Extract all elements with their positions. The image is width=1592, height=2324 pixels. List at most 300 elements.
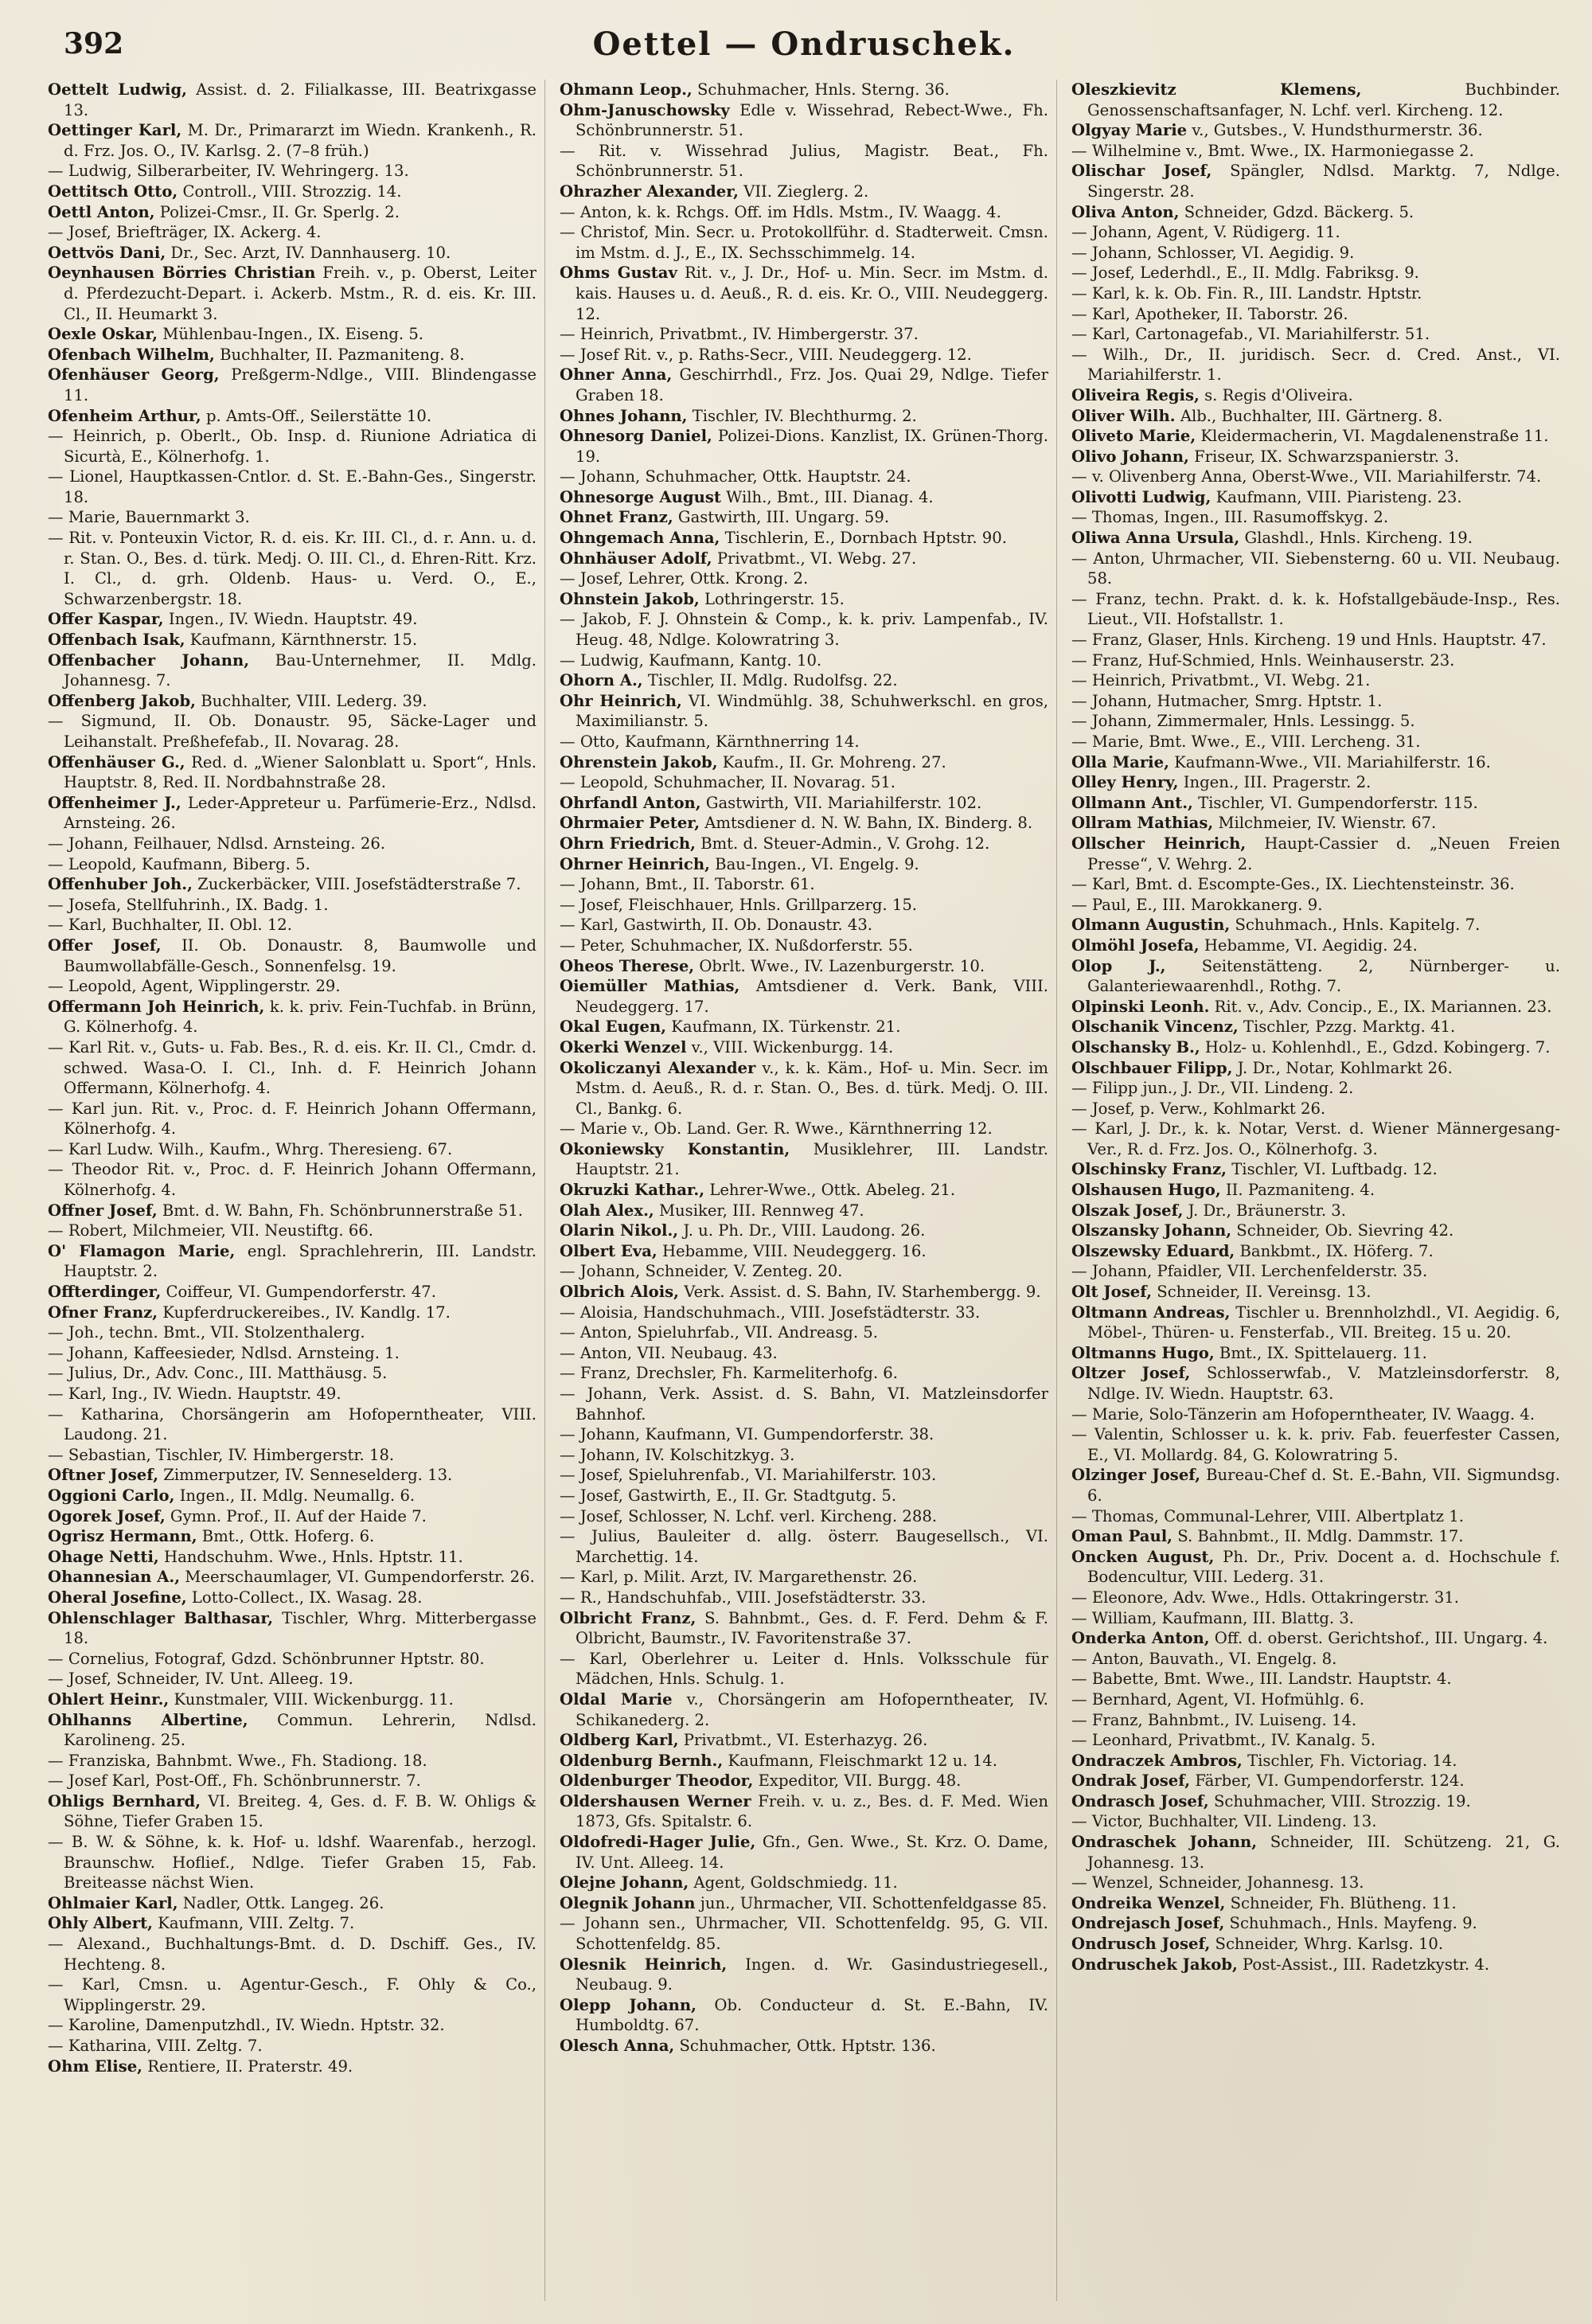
entry-name: Okerki Wenzel (560, 1037, 687, 1057)
entry-details: — Rit. v. Ponteuxin Victor, R. d. eis. Kr. III. Cl., d. r. Ann. u. d. r. Stan. O., Bes. d. türk. Medj. O. III. Cl., d. Ehren-Ritt. Krz. I. Cl., d. grh. Oldenb. Haus- u. Verd. O., E., Schwarzenbergstr. 18. (48, 529, 537, 608)
entry-details: Schuhmacher, Hnls. Sterng. 36. (696, 80, 950, 99)
directory-entry (1071, 772, 1560, 793)
directory-entry (48, 1832, 537, 1893)
entry-details: — Josef, Briefträger, IX. Ackerg. 4. (48, 223, 322, 242)
entry-details: Post-Assist., III. Radetzkystr. 4. (1243, 1955, 1490, 1974)
entry-details: Red. d. „Wiener Salonblatt u. Sport“, Hnls. Hauptstr. 8, Red. II. Nordbahnstraße 28. (64, 752, 537, 792)
directory-entry (1071, 447, 1560, 467)
entry-details: Kaufm., II. Gr. Mohreng. 27. (722, 752, 946, 771)
entry-details: — Karl, Buchhalter, II. Obl. 12. (48, 916, 292, 935)
entry-details: Geschirrhdl., Frz. Jos. Quai 29, Ndlge. Tiefer Graben 18. (576, 365, 1048, 404)
entry-details: — Franz, Drechsler, Fh. Karmeliterhofg. 6. (560, 1364, 898, 1383)
entry-name: Oheral Josefine, (48, 1588, 187, 1607)
entry-name: Olley Henry, (1071, 773, 1179, 792)
directory-entry (1071, 549, 1560, 589)
entry-details: — Wenzel, Schneider, Johannesg. 13. (1071, 1873, 1364, 1892)
directory-entry (1071, 1955, 1560, 1975)
directory-entry (560, 1322, 1048, 1343)
entry-details: — Ludwig, Silberarbeiter, IV. Wehringerg. 13. (48, 162, 409, 181)
entry-details: Bureau-Chef d. St. E.-Bahn, VII. Sigmundsg. 6. (1087, 1466, 1560, 1505)
entry-details: — Josef Karl, Post-Off., Fh. Schönbrunnerstr. 7. (48, 1771, 421, 1791)
entry-details: Ob. Conducteur d. St. E.-Bahn, IV. Humboldtg. 67. (576, 1995, 1048, 2035)
entry-details: Ingen., II. Mdlg. Neumallg. 6. (179, 1486, 416, 1505)
entry-name: Offenhäuser G., (48, 752, 185, 771)
entry-details: — Anton, Bauvath., VI. Engelg. 8. (1071, 1649, 1337, 1668)
directory-entry (48, 345, 537, 365)
entry-details: Polizei-Cmsr., II. Gr. Sperlg. 2. (159, 202, 400, 221)
entry-name: Ondrejasch Josef, (1071, 1914, 1225, 1933)
directory-entry (48, 874, 537, 895)
directory-entry (1071, 1078, 1560, 1099)
directory-entry (560, 793, 1048, 814)
directory-entry (1071, 1669, 1560, 1689)
directory-entry (1071, 1832, 1560, 1873)
directory-entry (560, 1995, 1048, 2036)
directory-entry (560, 1873, 1048, 1893)
directory-entry (48, 182, 537, 202)
directory-entry (48, 120, 537, 161)
directory-entry (48, 609, 537, 630)
entry-name: Ohage Netti, (48, 1547, 159, 1566)
entry-details: — Johann, Schneider, V. Zenteg. 20. (560, 1262, 843, 1281)
entry-name: Olarin Nikol., (560, 1221, 679, 1240)
entry-name: Oexle Oskar, (48, 325, 158, 344)
directory-entry (560, 528, 1048, 549)
directory-entry (560, 1506, 1048, 1527)
entry-details: VI. Breiteg. 4, Ges. d. F. B. W. Ohligs & Söhne, Tiefer Graben 15. (64, 1791, 537, 1831)
directory-entry (48, 691, 537, 712)
entry-name: Ollmann Ant., (1071, 793, 1193, 812)
entry-details: VII. Zieglerg. 2. (743, 182, 869, 201)
entry-details: II. Pazmaniteng. 4. (1225, 1181, 1375, 1200)
entry-details: Schuhmacher, Ottk. Hptstr. 136. (679, 2037, 936, 2055)
entry-details: Kleidermacherin, VI. Magdalenenstraße 11. (1200, 427, 1549, 446)
entry-name: Oiemüller Mathias, (560, 977, 740, 996)
directory-entry (560, 935, 1048, 956)
directory-entry (1071, 385, 1560, 406)
directory-entry (48, 1893, 537, 1914)
directory-entry (1071, 1119, 1560, 1159)
directory-entry (560, 752, 1048, 773)
entry-details: v., k. k. Käm., Hof- u. Min. Secr. im Mstm. d. Aeuß., R. d. r. Stan. O., Bes. d. türk. Medj. O. III. Cl., Bankg. 6. (576, 1058, 1048, 1118)
directory-entry (1071, 1201, 1560, 1221)
entry-name: Oettl Anton, (48, 202, 155, 221)
entry-name: Ohrner Heinrich, (560, 854, 710, 873)
entry-details: Musiker, III. Rennweg 47. (658, 1201, 864, 1220)
directory-entry (1071, 1873, 1560, 1893)
entry-details: — Leopold, Agent, Wipplingerstr. 29. (48, 977, 341, 996)
entry-details: — Karl, Cartonagefab., VI. Mariahilferstr. 51. (1071, 325, 1430, 344)
directory-entry (1071, 263, 1560, 283)
entry-name: Oftner Josef, (48, 1466, 159, 1485)
entry-details: — Franz, Bahnbmt., IV. Luiseng. 14. (1071, 1710, 1357, 1729)
directory-entry (48, 1771, 537, 1791)
directory-entry (48, 1689, 537, 1710)
entry-details: — Karl, Oberlehrer u. Leiter d. Hnls. Volksschule für Mädchen, Hnls. Schulg. 1. (560, 1649, 1048, 1689)
entry-details: — B. W. & Söhne, k. k. Hof- u. ldshf. Waarenfab., herzogl. Braunschw. Hoflief., Ndlge. Tiefer Graben 15, Fab. Breiteasse nächst Wien. (48, 1833, 537, 1892)
directory-entry (1071, 1363, 1560, 1404)
entry-name: Ohner Anna, (560, 365, 673, 385)
directory-entry (48, 426, 537, 467)
directory-entry (560, 956, 1048, 977)
entry-details: — v. Olivenberg Anna, Oberst-Wwe., VII. Mariahilferstr. 74. (1071, 467, 1542, 486)
entry-details: Freih. v. u. z., Bes. d. F. Med. Wien 1873, Gfs. Spitalstr. 6. (576, 1791, 1049, 1831)
entry-name: Okoliczanyi Alexander (560, 1058, 756, 1077)
entry-details: Kupferdruckereibes., IV. Kandlg. 17. (162, 1303, 451, 1322)
entry-details: Meerschaumlager, VI. Gumpendorferstr. 26. (185, 1568, 535, 1587)
entry-name: Ollram Mathias, (1071, 814, 1214, 833)
entry-details: Spängler, Ndlsd. Marktg. 7, Ndlge. Singerstr. 28. (1087, 162, 1560, 201)
entry-name: Ohlhanns Albertine, (48, 1710, 248, 1729)
directory-entry (48, 1322, 537, 1343)
entry-details: — Thomas, Ingen., III. Rasumoffskyg. 2. (1071, 508, 1389, 527)
entry-details: Gymn. Prof., II. Auf der Haide 7. (170, 1506, 427, 1525)
entry-details: — Bernhard, Agent, VI. Hofmühlg. 6. (1071, 1689, 1364, 1709)
entry-name: Oliva Anton, (1071, 202, 1180, 221)
directory-entry (560, 1445, 1048, 1466)
entry-details: — Josef, Schneider, IV. Unt. Alleeg. 19. (48, 1670, 353, 1689)
entry-name: Oettinger Karl, (48, 121, 182, 140)
entry-name: Ofenbach Wilhelm, (48, 345, 215, 364)
directory-entry (560, 976, 1048, 1017)
directory-entry (560, 365, 1048, 405)
directory-entry (1071, 222, 1560, 243)
directory-entry (1071, 1099, 1560, 1119)
entry-details: — Ludwig, Kaufmann, Kantg. 10. (560, 650, 822, 670)
entry-details: Amtsdiener d. N. W. Bahn, IX. Binderg. 8. (704, 814, 1033, 833)
entry-details: Gastwirth, VII. Mariahilferstr. 102. (705, 793, 982, 812)
entry-details: Rit. v., J. Dr., Hof- u. Min. Secr. im Mstm. d. kais. Hauses u. d. Aeuß., R. d. eis. Kr. O., VIII. Neudeggerg. 12. (576, 264, 1049, 323)
entry-name: Ohrenstein Jakob, (560, 752, 718, 771)
entry-details: Bmt. d. W. Bahn, Fh. Schönbrunnerstraße 51. (162, 1201, 524, 1220)
directory-entry (1071, 1547, 1560, 1588)
directory-entry (48, 1649, 537, 1670)
entry-details: p. Amts-Off., Seilerstätte 10. (205, 406, 432, 425)
directory-entry (560, 1221, 1048, 1241)
directory-entry (560, 1730, 1048, 1751)
entry-details: Hebamme, VIII. Neudeggerg. 16. (661, 1241, 927, 1260)
directory-entry (48, 935, 537, 976)
entry-details: Kaufmann, Fleischmarkt 12 u. 14. (728, 1751, 997, 1770)
entry-name: Olivotti Ludwig, (1071, 487, 1212, 506)
directory-entry (48, 854, 537, 875)
entry-details: Ph. Dr., Priv. Docent a. d. Hochschule f. Bodencultur, VIII. Lederg. 31. (1087, 1547, 1560, 1587)
entry-details: Dr., Sec. Arzt, IV. Dannhauserg. 10. (170, 243, 451, 262)
directory-entry (48, 1241, 537, 1282)
directory-entry (1071, 283, 1560, 304)
entry-name: Olschanik Vincenz, (1071, 1017, 1239, 1037)
entry-details: — Franz, Huf-Schmied, Hnls. Weinhauserstr. 23. (1071, 650, 1455, 670)
entry-details: — Katharina, Chorsängerin am Hofoperntheater, VIII. Laudong. 21. (48, 1404, 537, 1444)
entry-details: Schneider, Ob. Sievring 42. (1236, 1221, 1454, 1240)
entry-details: — Sigmund, II. Ob. Donaustr. 95, Säcke-Lager und Leihanstalt. Preßhefefab., II. Novarag. 28. (48, 712, 537, 751)
column-2 (560, 80, 1057, 2301)
directory-entry (560, 1771, 1048, 1791)
entry-name: Offermann Joh Heinrich, (48, 997, 265, 1016)
directory-entry (1071, 752, 1560, 773)
directory-entry (1071, 915, 1560, 935)
entry-name: Ohnesorg Daniel, (560, 427, 712, 446)
entry-details: — Jakob, F. J. Ohnstein & Comp., k. k. priv. Lampenfab., IV. Heug. 48, Ndlge. Kolowratring 3. (560, 610, 1048, 650)
entry-name: Oliveira Regis, (1071, 385, 1200, 404)
entry-name: Okruzki Kathar., (560, 1181, 705, 1200)
entry-details: Alb., Buchhalter, III. Gärtnerg. 8. (1180, 406, 1443, 425)
entry-details: Ingen. d. Wr. Gasindustriegesell., Neubaug. 9. (576, 1955, 1048, 1994)
directory-entry (1071, 1180, 1560, 1201)
entry-details: Handschuhm. Wwe., Hnls. Hptstr. 11. (163, 1547, 463, 1566)
directory-entry (1071, 1343, 1560, 1364)
entry-name: Oltmann Andreas, (1071, 1303, 1231, 1322)
entry-details: — Robert, Milchmeier, VII. Neustiftg. 66. (48, 1221, 374, 1240)
entry-details: J. Dr., Bräunerstr. 3. (1188, 1201, 1346, 1220)
entry-details: Tischler u. Brennholzhdl., VI. Aegidig. 6, Möbel-, Thüren- u. Fensterfab., VII. Breiteg. 15 u. 20. (1087, 1303, 1560, 1342)
entry-name: Oettvös Dani, (48, 243, 166, 262)
directory-entry (560, 1119, 1048, 1139)
directory-entry (1071, 997, 1560, 1017)
entry-details: Bau-Ingen., VI. Engelg. 9. (715, 854, 919, 873)
directory-entry (48, 1404, 537, 1445)
entry-details: — Johann, Zimmermaler, Hnls. Lessingg. 5. (1071, 712, 1415, 731)
directory-entry (1071, 630, 1560, 650)
entry-name: Offenbacher Johann, (48, 650, 250, 670)
entry-name: Ohorn A., (560, 671, 643, 690)
entry-details: Schneider, Fh. Blütheng. 11. (1230, 1893, 1457, 1912)
entry-name: Olbert Eva, (560, 1241, 657, 1260)
entry-name: Offner Josef, (48, 1201, 158, 1220)
directory-entry (48, 752, 537, 793)
entry-details: Färber, VI. Gumpendorferstr. 124. (1195, 1771, 1465, 1791)
entry-name: Ofenheim Arthur, (48, 406, 201, 425)
entry-details: Zimmerputzer, IV. Senneselderg. 13. (163, 1466, 453, 1485)
entry-details: Verk. Assist. d. S. Bahn, IV. Starhembergg. 9. (684, 1283, 1041, 1302)
directory-entry (560, 1486, 1048, 1506)
directory-entry (1071, 1751, 1560, 1771)
directory-entry (560, 1180, 1048, 1201)
directory-entry (1071, 1037, 1560, 1058)
entry-details: Lothringerstr. 15. (704, 589, 845, 608)
entry-details: Commun. Lehrerin, Ndlsd. Karolineng. 25. (64, 1710, 537, 1750)
entry-details: — Josef, p. Verw., Kohlmarkt 26. (1071, 1099, 1326, 1118)
entry-details: — Johann sen., Uhrmacher, VII. Schottenfeldg. 95, G. VII. Schottenfeldg. 85. (560, 1914, 1048, 1954)
entry-details: Kaufmann, Kärnthnerstr. 15. (189, 631, 418, 650)
directory-entry (48, 1139, 537, 1160)
entry-name: Ondruschek Jakob, (1071, 1955, 1238, 1974)
directory-entry (48, 1526, 537, 1547)
directory-entry (48, 1282, 537, 1303)
entry-name: Ohligs Bernhard, (48, 1791, 201, 1810)
entry-name: Oltzer Josef, (1071, 1364, 1191, 1383)
entry-name: Ohms Gustav (560, 264, 677, 283)
entry-details: Tischler, Pzzg. Marktg. 41. (1243, 1017, 1456, 1037)
directory-entry (560, 1139, 1048, 1180)
directory-entry (560, 202, 1048, 223)
entry-details: J. u. Ph. Dr., VIII. Laudong. 26. (683, 1221, 926, 1240)
directory-entry (48, 1445, 537, 1466)
directory-entry (560, 772, 1048, 793)
directory-entry (1071, 304, 1560, 325)
entry-details: — Leopold, Kaufmann, Biberg. 5. (48, 854, 310, 873)
entry-name: Olah Alex., (560, 1201, 654, 1220)
entry-details: Gfn., Gen. Wwe., St. Krz. O. Dame, IV. Unt. Alleeg. 14. (576, 1833, 1048, 1872)
entry-name: Ohlert Heinr., (48, 1689, 170, 1709)
entry-details: — Lionel, Hauptkassen-Cntlor. d. St. E.-Bahn-Ges., Singerstr. 18. (48, 467, 537, 506)
directory-entry (1071, 1465, 1560, 1506)
entry-name: Oliveto Marie, (1071, 427, 1196, 446)
entry-details: Schlosserwfab., V. Matzleinsdorferstr. 8, Ndlge. IV. Wiedn. Hauptstr. 63. (1087, 1364, 1560, 1403)
directory-entry (1071, 1913, 1560, 1934)
entry-name: Oheos Therese, (560, 956, 695, 975)
entry-name: Offenberg Jakob, (48, 691, 197, 710)
entry-details: — Anton, Spieluhrfab., VII. Andreasg. 5. (560, 1323, 878, 1342)
entry-details: Tischler, Whrg. Mitterbergasse 18. (64, 1608, 537, 1648)
entry-name: Oettitsch Otto, (48, 182, 178, 201)
entry-name: Ofner Franz, (48, 1303, 158, 1322)
directory-entry (1071, 1730, 1560, 1751)
entry-name: Olszak Josef, (1071, 1201, 1184, 1220)
entry-details: — Marie v., Ob. Land. Ger. R. Wwe., Kärnthnerring 12. (560, 1119, 993, 1139)
directory-entry (560, 1608, 1048, 1649)
entry-details: — Wilh., Dr., II. juridisch. Secr. d. Cred. Anst., VI. Mariahilferstr. 1. (1071, 345, 1560, 385)
directory-entry (560, 874, 1048, 895)
entry-name: Oldershausen Werner (560, 1791, 751, 1810)
directory-entry (48, 507, 537, 528)
directory-entry (1071, 1017, 1560, 1037)
entry-name: Ondrusch Josef, (1071, 1935, 1211, 1954)
directory-entry (48, 1669, 537, 1689)
directory-entry (560, 650, 1048, 671)
directory-entry (48, 528, 537, 609)
entry-details: — Alexand., Buchhaltungs-Bmt. d. D. Dschiff. Ges., IV. Hechteng. 8. (48, 1935, 537, 1974)
entry-details: — Anton, VII. Neubaug. 43. (560, 1343, 778, 1362)
directory-entry (48, 1363, 537, 1384)
entry-details: — Josef, Spieluhrenfab., VI. Mariahilferstr. 103. (560, 1466, 937, 1485)
entry-name: Offer Kaspar, (48, 610, 164, 629)
entry-name: Ohngemach Anna, (560, 529, 720, 548)
entry-name: Olmöhl Josefa, (1071, 935, 1200, 955)
entry-name: Offenhuber Joh., (48, 875, 193, 894)
entry-details: — Johann, Schlosser, VI. Aegidig. 9. (1071, 243, 1355, 262)
directory-entry (48, 1037, 537, 1099)
entry-details: — Theodor Rit. v., Proc. d. F. Heinrich Johann Offermann, Kölnerhofg. 4. (48, 1160, 537, 1200)
entry-details: Ingen., III. Pragerstr. 2. (1183, 773, 1372, 792)
directory-entry (560, 1363, 1048, 1384)
entry-details: s. Regis d'Oliveira. (1204, 385, 1353, 404)
entry-name: Olbricht Franz, (560, 1608, 696, 1627)
directory-entry (560, 222, 1048, 263)
entry-name: Olshausen Hugo, (1071, 1181, 1221, 1200)
directory-entry (1071, 406, 1560, 427)
entry-details: Hebamme, VI. Aegidig. 24. (1204, 935, 1418, 955)
directory-entry (560, 1303, 1048, 1323)
directory-entry (560, 589, 1048, 610)
directory-entry (560, 141, 1048, 182)
directory-entry (1071, 1689, 1560, 1710)
entry-name: Ohrn Friedrich, (560, 834, 696, 853)
directory-entry (1071, 711, 1560, 732)
directory-entry (560, 426, 1048, 467)
entry-name: Olischar Josef, (1071, 162, 1212, 181)
entry-details: Tischler, IV. Blechthurmg. 2. (692, 406, 917, 425)
entry-name: Ohrazher Alexander, (560, 182, 739, 201)
directory-entry (48, 1791, 537, 1832)
entry-name: Okal Eugen, (560, 1017, 667, 1037)
directory-entry (48, 997, 537, 1037)
entry-details: — Cornelius, Fotograf, Gdzd. Schönbrunner Hptstr. 80. (48, 1649, 485, 1668)
entry-details: — Johann, Kaufmann, VI. Gumpendorferstr. 38. (560, 1425, 935, 1444)
entry-details: — Karl, Bmt. d. Escompte-Ges., IX. Liechtensteinstr. 36. (1071, 875, 1515, 894)
directory-entry (48, 2015, 537, 2036)
entry-details: — Joh., techn. Bmt., VII. Stolzenthalerg. (48, 1323, 365, 1342)
entry-details: Bankbmt., IX. Höferg. 7. (1239, 1241, 1434, 1260)
entry-details: — Karl, J. Dr., k. k. Notar, Verst. d. Wiener Männergesang-Ver., R. d. Frz. Jos. O., Kölnerhofg. 3. (1071, 1119, 1560, 1158)
entry-details: — Johann, Verk. Assist. d. S. Bahn, VI. Matzleinsdorfer Bahnhof. (560, 1385, 1048, 1424)
directory-entry (560, 263, 1048, 324)
entry-name: Ohly Albert, (48, 1914, 153, 1933)
entry-details: — Karl, Gastwirth, II. Ob. Donaustr. 43. (560, 916, 873, 935)
directory-entry (48, 1974, 537, 2015)
directory-entry (560, 1058, 1048, 1119)
directory-entry (560, 1588, 1048, 1608)
entry-details: — Josef, Gastwirth, E., II. Gr. Stadtgutg. 5. (560, 1486, 897, 1505)
entry-name: Olop J., (1071, 956, 1166, 975)
entry-details: — Johann, Bmt., II. Taborstr. 61. (560, 875, 815, 894)
entry-details: v., Gutsbes., V. Hundsthurmerstr. 36. (1192, 121, 1483, 140)
entry-details: Milchmeier, IV. Wienstr. 67. (1218, 814, 1437, 833)
entry-details: Rentiere, II. Praterstr. 49. (147, 2056, 353, 2076)
entry-name: Ohr Heinrich, (560, 691, 682, 710)
directory-entry (48, 1099, 537, 1139)
directory-entry (1071, 1791, 1560, 1812)
entry-details: — Thomas, Communal-Lehrer, VIII. Albertplatz 1. (1071, 1506, 1464, 1525)
entry-name: Offenheimer J., (48, 793, 181, 812)
entry-name: Olschinsky Franz, (1071, 1160, 1227, 1179)
directory-entry (560, 467, 1048, 487)
entry-details: Lotto-Collect., IX. Wasag. 28. (191, 1588, 423, 1607)
directory-entry (1071, 507, 1560, 528)
entry-details: — Anton, Uhrmacher, VII. Siebensterng. 60 u. VII. Neubaug. 58. (1071, 549, 1560, 588)
entry-name: Oldenburger Theodor, (560, 1771, 754, 1791)
entry-name: Olzinger Josef, (1071, 1466, 1201, 1485)
entry-details: Bmt., IX. Spittelauerg. 11. (1219, 1343, 1427, 1362)
entry-details: — Wilhelmine v., Bmt. Wwe., IX. Harmoniegasse 2. (1071, 141, 1474, 160)
entry-name: Ohm Elise, (48, 2056, 143, 2076)
directory-entry (1071, 120, 1560, 141)
directory-entry (560, 1282, 1048, 1303)
directory-entry (1071, 956, 1560, 997)
entry-name: Oleszkievitz Klemens, (1071, 80, 1362, 99)
entry-details: — Josefa, Stellfuhrinh., IX. Badg. 1. (48, 895, 329, 914)
entry-details: Preßgerm-Ndlge., VIII. Blindengasse 11. (64, 365, 537, 404)
entry-name: Oldal Marie (560, 1689, 673, 1709)
directory-entry (48, 1384, 537, 1404)
entry-details: Bau-Unternehmer, II. Mdlg. Johannesg. 7. (64, 650, 537, 690)
entry-name: Olszansky Johann, (1071, 1221, 1232, 1240)
directory-entry (48, 1547, 537, 1568)
entry-name: Olegnik Johann (560, 1893, 696, 1912)
directory-entry (48, 467, 537, 507)
entry-name: Ondrak Josef, (1071, 1771, 1191, 1791)
directory-entry (560, 1424, 1048, 1445)
entry-details: — Johann, Schuhmacher, Ottk. Hauptstr. 24. (560, 467, 911, 486)
entry-details: — Anton, k. k. Rchgs. Off. im Hdls. Mstm., IV. Waagg. 4. (560, 202, 1001, 221)
entry-details: Tischlerin, E., Dornbach Hptstr. 90. (724, 529, 1007, 548)
directory-entry (1071, 813, 1560, 834)
entry-details: — Sebastian, Tischler, IV. Himbergerstr. 18. (48, 1445, 395, 1464)
entry-name: Ondraschek Johann, (1071, 1833, 1258, 1852)
entry-name: Ondreika Wenzel, (1071, 1893, 1226, 1912)
entry-details: Buchbinder. Genossenschaftsanfager, N. Lchf. verl. Kircheng. 12. (1087, 80, 1560, 119)
entry-name: Olejne Johann, (560, 1873, 689, 1892)
